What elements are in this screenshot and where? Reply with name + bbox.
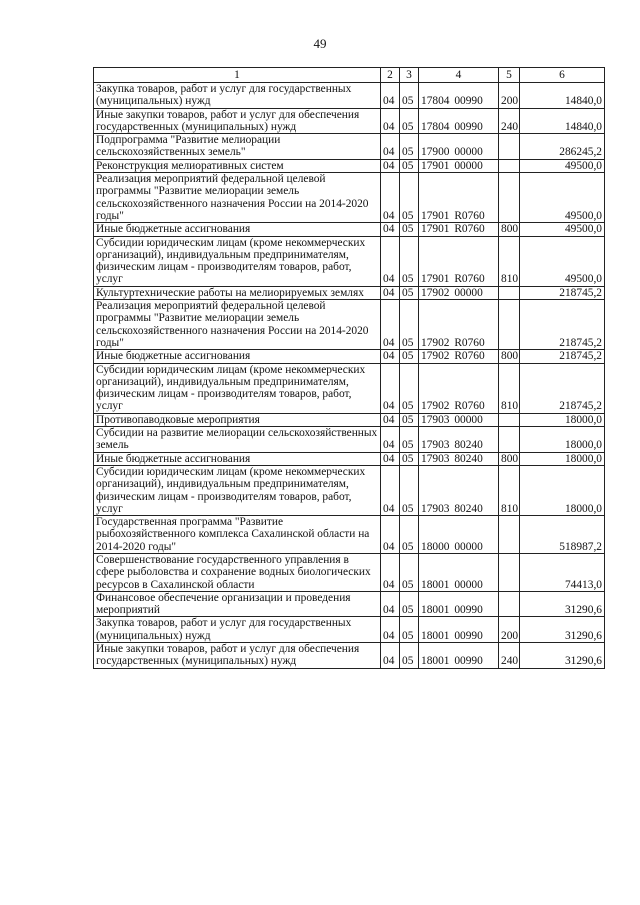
row-subsection-cell: 05 xyxy=(400,173,419,223)
row-subsection-cell: 05 xyxy=(400,236,419,286)
row-target-article-cell: 17804 00990 xyxy=(419,108,499,134)
row-section-cell: 04 xyxy=(381,617,400,643)
table-row xyxy=(94,223,605,236)
row-amount-cell: 18000,0 xyxy=(520,413,605,426)
row-amount-cell: 49500,0 xyxy=(520,236,605,286)
row-amount-cell: 18000,0 xyxy=(520,465,605,515)
row-target-article-cell: 17902 00000 xyxy=(419,286,499,299)
row-amount-cell: 31290,6 xyxy=(520,617,605,643)
table-header xyxy=(94,68,605,83)
row-expense-type-cell: 810 xyxy=(499,363,520,413)
row-expense-type-cell xyxy=(499,300,520,350)
row-name-cell: Совершенствование государственного управления в сфере рыболовства и сохранение водных биологических ресурсов в Сахалинской области xyxy=(94,553,381,591)
table-row xyxy=(94,643,605,669)
table-row xyxy=(94,236,605,286)
row-expense-type-cell xyxy=(499,173,520,223)
row-target-article-cell: 17901 R0760 xyxy=(419,173,499,223)
row-section-cell: 04 xyxy=(381,452,400,465)
row-amount-cell: 286245,2 xyxy=(520,134,605,160)
row-section-cell: 04 xyxy=(381,173,400,223)
table-row xyxy=(94,350,605,363)
row-subsection-cell: 05 xyxy=(400,413,419,426)
row-subsection-cell: 05 xyxy=(400,643,419,669)
row-amount-cell: 49500,0 xyxy=(520,223,605,236)
row-name-cell: Реализация мероприятий федеральной целевой программы "Развитие мелиорации земель сельскохозяйственного назначения России на 2014-2020 годы" xyxy=(94,300,381,350)
row-name-cell: Реконструкция мелиоративных систем xyxy=(94,159,381,172)
row-target-article-cell: 17903 80240 xyxy=(419,452,499,465)
row-subsection-cell: 05 xyxy=(400,350,419,363)
row-target-article-cell: 17902 R0760 xyxy=(419,363,499,413)
row-name-cell: Государственная программа "Развитие рыбохозяйственного комплекса Сахалинской области на 2014-2020 годы" xyxy=(94,516,381,554)
row-amount-cell: 518987,2 xyxy=(520,516,605,554)
row-target-article-cell: 17903 80240 xyxy=(419,427,499,453)
row-section-cell: 04 xyxy=(381,223,400,236)
row-subsection-cell: 05 xyxy=(400,300,419,350)
row-expense-type-cell xyxy=(499,516,520,554)
table-row xyxy=(94,159,605,172)
row-section-cell: 04 xyxy=(381,108,400,134)
column-header-4: 4 xyxy=(419,68,499,83)
row-target-article-cell: 18001 00990 xyxy=(419,591,499,617)
row-target-article-cell: 18001 00990 xyxy=(419,643,499,669)
row-target-article-cell: 17901 R0760 xyxy=(419,223,499,236)
row-amount-cell: 18000,0 xyxy=(520,427,605,453)
row-subsection-cell: 05 xyxy=(400,452,419,465)
row-name-cell: Закупка товаров, работ и услуг для государственных (муниципальных) нужд xyxy=(94,617,381,643)
table-row xyxy=(94,300,605,350)
row-name-cell: Противопаводковые мероприятия xyxy=(94,413,381,426)
row-section-cell: 04 xyxy=(381,350,400,363)
row-expense-type-cell xyxy=(499,591,520,617)
column-header-5: 5 xyxy=(499,68,520,83)
row-amount-cell: 49500,0 xyxy=(520,173,605,223)
row-expense-type-cell: 240 xyxy=(499,643,520,669)
table-row xyxy=(94,617,605,643)
row-section-cell: 04 xyxy=(381,236,400,286)
row-subsection-cell: 05 xyxy=(400,83,419,109)
row-target-article-cell: 17804 00990 xyxy=(419,83,499,109)
table-row xyxy=(94,553,605,591)
budget-table xyxy=(93,67,605,669)
header-row xyxy=(94,68,605,83)
row-section-cell: 04 xyxy=(381,363,400,413)
table-row xyxy=(94,452,605,465)
row-amount-cell: 31290,6 xyxy=(520,643,605,669)
row-subsection-cell: 05 xyxy=(400,363,419,413)
table-row xyxy=(94,465,605,515)
row-subsection-cell: 05 xyxy=(400,223,419,236)
row-name-cell: Культуртехнические работы на мелиорируемых землях xyxy=(94,286,381,299)
row-name-cell: Иные бюджетные ассигнования xyxy=(94,223,381,236)
row-target-article-cell: 17903 00000 xyxy=(419,413,499,426)
row-expense-type-cell: 800 xyxy=(499,223,520,236)
column-header-1: 1 xyxy=(94,68,381,83)
row-subsection-cell: 05 xyxy=(400,427,419,453)
row-name-cell: Иные закупки товаров, работ и услуг для обеспечения государственных (муниципальных) нужд xyxy=(94,643,381,669)
row-amount-cell: 49500,0 xyxy=(520,159,605,172)
row-target-article-cell: 18001 00990 xyxy=(419,617,499,643)
row-target-article-cell: 17903 80240 xyxy=(419,465,499,515)
row-name-cell: Закупка товаров, работ и услуг для государственных (муниципальных) нужд xyxy=(94,83,381,109)
row-expense-type-cell xyxy=(499,286,520,299)
row-section-cell: 04 xyxy=(381,465,400,515)
row-expense-type-cell: 800 xyxy=(499,350,520,363)
row-subsection-cell: 05 xyxy=(400,617,419,643)
table-row xyxy=(94,83,605,109)
row-subsection-cell: 05 xyxy=(400,286,419,299)
row-target-article-cell: 18000 00000 xyxy=(419,516,499,554)
row-amount-cell: 218745,2 xyxy=(520,363,605,413)
table-row xyxy=(94,286,605,299)
row-amount-cell: 218745,2 xyxy=(520,286,605,299)
table-row xyxy=(94,516,605,554)
row-amount-cell: 218745,2 xyxy=(520,350,605,363)
row-section-cell: 04 xyxy=(381,516,400,554)
row-section-cell: 04 xyxy=(381,553,400,591)
row-expense-type-cell xyxy=(499,159,520,172)
row-name-cell: Субсидии на развитие мелиорации сельскохозяйственных земель xyxy=(94,427,381,453)
row-expense-type-cell: 200 xyxy=(499,617,520,643)
row-amount-cell: 14840,0 xyxy=(520,108,605,134)
table-body xyxy=(94,83,605,669)
row-target-article-cell: 17901 R0760 xyxy=(419,236,499,286)
row-subsection-cell: 05 xyxy=(400,516,419,554)
table-row xyxy=(94,591,605,617)
table-row xyxy=(94,108,605,134)
row-expense-type-cell xyxy=(499,427,520,453)
row-expense-type-cell: 200 xyxy=(499,83,520,109)
row-expense-type-cell xyxy=(499,553,520,591)
row-expense-type-cell xyxy=(499,413,520,426)
row-expense-type-cell: 810 xyxy=(499,465,520,515)
row-amount-cell: 14840,0 xyxy=(520,83,605,109)
row-name-cell: Иные бюджетные ассигнования xyxy=(94,452,381,465)
row-name-cell: Подпрограмма "Развитие мелиорации сельскохозяйственных земель" xyxy=(94,134,381,160)
row-expense-type-cell: 800 xyxy=(499,452,520,465)
row-amount-cell: 31290,6 xyxy=(520,591,605,617)
row-name-cell: Финансовое обеспечение организации и проведения мероприятий xyxy=(94,591,381,617)
row-subsection-cell: 05 xyxy=(400,591,419,617)
table-row xyxy=(94,173,605,223)
row-name-cell: Реализация мероприятий федеральной целевой программы "Развитие мелиорации земель сельскохозяйственного назначения России на 2014-2020 годы" xyxy=(94,173,381,223)
row-section-cell: 04 xyxy=(381,300,400,350)
row-section-cell: 04 xyxy=(381,413,400,426)
row-section-cell: 04 xyxy=(381,427,400,453)
row-subsection-cell: 05 xyxy=(400,159,419,172)
column-header-6: 6 xyxy=(520,68,605,83)
row-amount-cell: 74413,0 xyxy=(520,553,605,591)
table-row xyxy=(94,427,605,453)
row-expense-type-cell xyxy=(499,134,520,160)
row-name-cell: Иные бюджетные ассигнования xyxy=(94,350,381,363)
row-subsection-cell: 05 xyxy=(400,465,419,515)
row-expense-type-cell: 810 xyxy=(499,236,520,286)
row-section-cell: 04 xyxy=(381,159,400,172)
row-target-article-cell: 17902 R0760 xyxy=(419,300,499,350)
row-section-cell: 04 xyxy=(381,591,400,617)
row-section-cell: 04 xyxy=(381,286,400,299)
row-name-cell: Иные закупки товаров, работ и услуг для обеспечения государственных (муниципальных) нужд xyxy=(94,108,381,134)
table-row xyxy=(94,413,605,426)
column-header-2: 2 xyxy=(381,68,400,83)
row-amount-cell: 218745,2 xyxy=(520,300,605,350)
row-name-cell: Субсидии юридическим лицам (кроме некоммерческих организаций), индивидуальным предпринимателям, физическим лицам - производителям товаров, работ, услуг xyxy=(94,236,381,286)
row-subsection-cell: 05 xyxy=(400,553,419,591)
row-target-article-cell: 17900 00000 xyxy=(419,134,499,160)
row-name-cell: Субсидии юридическим лицам (кроме некоммерческих организаций), индивидуальным предпринимателям, физическим лицам - производителям товаров, работ, услуг xyxy=(94,363,381,413)
table-row xyxy=(94,134,605,160)
row-amount-cell: 18000,0 xyxy=(520,452,605,465)
row-name-cell: Субсидии юридическим лицам (кроме некоммерческих организаций), индивидуальным предпринимателям, физическим лицам - производителям товаров, работ, услуг xyxy=(94,465,381,515)
table-row xyxy=(94,363,605,413)
column-header-3: 3 xyxy=(400,68,419,83)
row-subsection-cell: 05 xyxy=(400,108,419,134)
row-subsection-cell: 05 xyxy=(400,134,419,160)
page-number: 49 xyxy=(313,36,327,51)
row-section-cell: 04 xyxy=(381,83,400,109)
row-target-article-cell: 17901 00000 xyxy=(419,159,499,172)
row-target-article-cell: 17902 R0760 xyxy=(419,350,499,363)
row-target-article-cell: 18001 00000 xyxy=(419,553,499,591)
row-section-cell: 04 xyxy=(381,643,400,669)
row-section-cell: 04 xyxy=(381,134,400,160)
row-expense-type-cell: 240 xyxy=(499,108,520,134)
